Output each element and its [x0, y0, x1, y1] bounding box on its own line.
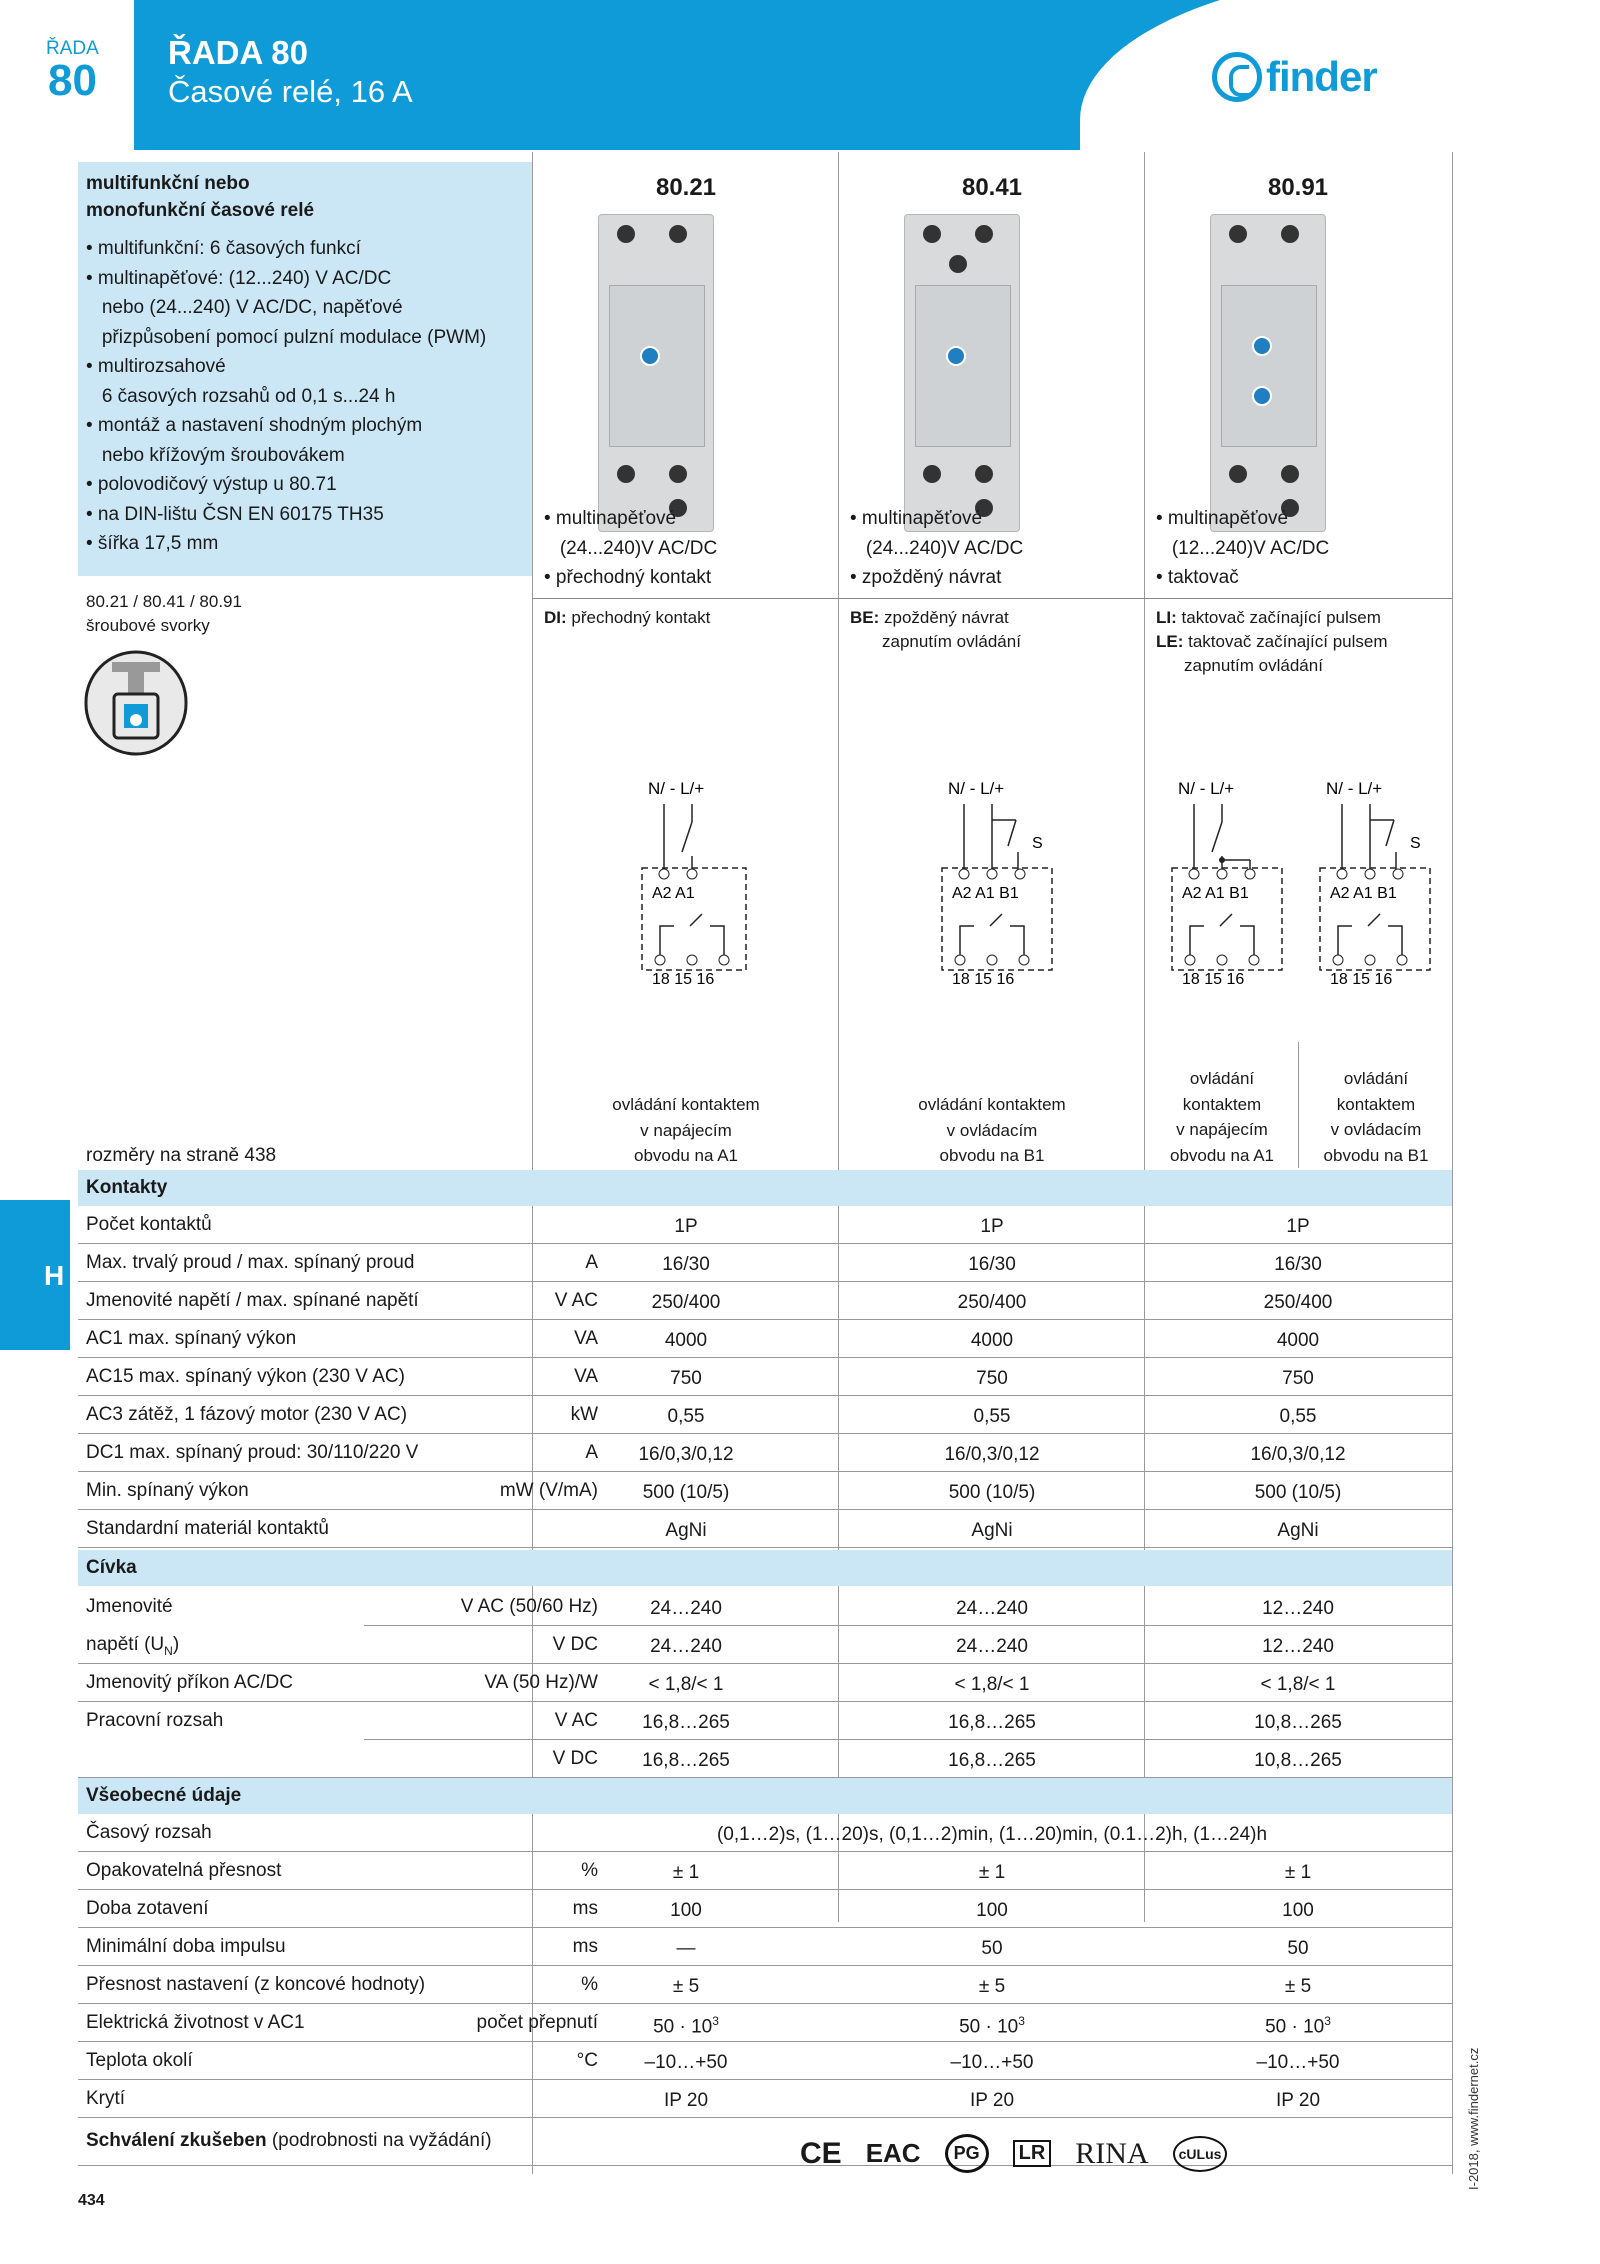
intro-line: 6 časových rozsahů od 0,1 s...24 h: [86, 385, 396, 407]
row-label: Počet kontaktů: [86, 1214, 212, 1235]
row-value: ± 1: [1284, 1862, 1312, 1883]
diagram-switch-label: S: [1032, 835, 1043, 852]
approvals-label: Schválení zkušeben: [86, 2130, 267, 2151]
row-unit: °C: [576, 2050, 598, 2071]
wiring-diagram-80-91-b: [1318, 776, 1448, 986]
control-line: obvodu na A1: [634, 1146, 738, 1165]
section-title: Všeobecné údaje: [86, 1785, 242, 1806]
row-value: 750: [1282, 1368, 1314, 1389]
pg-mark-icon: PG: [945, 2134, 989, 2173]
row-value: 16/0,3/0,12: [1250, 1444, 1346, 1465]
col-divider: [1298, 1042, 1299, 1168]
control-line: ovládání: [1343, 1069, 1409, 1088]
control-line: obvodu na B1: [939, 1146, 1045, 1165]
page-number: 434: [78, 2192, 105, 2209]
row-unit: ms: [572, 1936, 598, 1957]
row-value: 16/30: [1274, 1254, 1322, 1275]
row-unit: A: [585, 1252, 598, 1273]
row-unit: %: [581, 1860, 598, 1881]
feature-line: • zpožděný návrat: [850, 567, 1002, 588]
row-value: 16/30: [968, 1254, 1016, 1275]
control-line: kontaktem: [1336, 1094, 1416, 1114]
product-code-80-21: 80.21: [655, 174, 717, 201]
row-value: ± 5: [1284, 1976, 1312, 1997]
feature-line: • multinapěťové: [850, 508, 983, 529]
row-value: 24…240: [650, 1636, 722, 1657]
table-row: [78, 1206, 1452, 1244]
copyright-side-text: I-2018, www.findernet.cz: [1466, 2047, 1481, 2190]
row-unit: mW (V/mA): [499, 1480, 598, 1501]
table-row: [78, 1588, 1452, 1626]
table-row: [78, 1890, 1452, 1928]
ul-mark-icon: cULus: [1173, 2136, 1228, 2172]
control-80-41: [842, 1092, 1142, 1169]
finder-logo-icon: [1212, 52, 1262, 102]
section-coil: [78, 1550, 1452, 1586]
row-unit: %: [581, 1974, 598, 1995]
row-value: 250/400: [651, 1292, 721, 1313]
diagram-supply-label: N/ - L/+: [648, 779, 705, 798]
control-line: ovládání: [1189, 1069, 1255, 1088]
row-label: DC1 max. spínaný proud: 30/110/220 V: [86, 1442, 419, 1463]
terminal-models: 80.21 / 80.41 / 80.91: [86, 592, 242, 611]
table-row: [78, 1396, 1452, 1434]
table-row: [78, 1702, 1452, 1740]
col-divider: [1452, 152, 1453, 2174]
rina-mark-icon: RINA: [1075, 2136, 1149, 2170]
row-value: < 1,8/< 1: [954, 1674, 1030, 1695]
finder-logo-text: finder: [1266, 53, 1377, 100]
row-unit: V AC (50/60 Hz): [460, 1596, 598, 1617]
control-line: v ovládacím: [1330, 1120, 1422, 1139]
row-unit: ms: [572, 1898, 598, 1919]
features-80-41: [850, 504, 1023, 593]
feature-line: (24...240)V AC/DC: [544, 537, 718, 559]
function-code: DI:: [544, 608, 567, 627]
function-text: zpožděný návrat: [884, 608, 1009, 627]
feature-line: (24...240)V AC/DC: [850, 537, 1024, 559]
row-value: 100: [1282, 1900, 1314, 1921]
row-value: 16,8…265: [642, 1750, 730, 1771]
control-line: ovládání kontaktem: [918, 1095, 1066, 1114]
feature-line: • multinapěťové: [544, 508, 677, 529]
series-number: 80: [48, 56, 97, 105]
table-row: [78, 1928, 1452, 1966]
diagram-terminal-labels: A2 A1: [652, 885, 695, 902]
feature-line: • multinapěťové: [1156, 508, 1289, 529]
diagram-output-labels: 18 15 16: [1182, 971, 1245, 986]
row-value: AgNi: [1277, 1520, 1319, 1541]
diagram-terminal-labels: A2 A1 B1: [1330, 885, 1397, 902]
product-code-80-41: 80.41: [961, 174, 1023, 201]
row-label: Krytí: [86, 2088, 126, 2109]
approval-marks: [800, 2134, 1227, 2173]
lr-mark-icon: LR: [1013, 2140, 1052, 2167]
intro-line: • šířka 17,5 mm: [86, 533, 219, 554]
diagram-output-labels: 18 15 16: [1330, 971, 1393, 986]
row-value: ± 1: [978, 1862, 1006, 1883]
functions-80-21: [544, 606, 710, 630]
intro-line: • multifunkční: 6 časových funkcí: [86, 238, 361, 259]
section-general: [78, 1778, 1452, 1814]
functions-80-91: [1156, 606, 1388, 678]
row-value: –10…+50: [950, 2052, 1034, 2073]
row-unit: A: [585, 1442, 598, 1463]
relay-image-80-91: [1210, 214, 1326, 532]
row-value: 16,8…265: [948, 1750, 1036, 1771]
intro-line: • na DIN-lištu ČSN EN 60175 TH35: [86, 503, 384, 525]
diagram-supply-label: N/ - L/+: [948, 779, 1005, 798]
section-contacts: [78, 1170, 1452, 1206]
row-value: IP 20: [663, 2090, 709, 2111]
row-label: napětí $(U_N)$: [86, 1634, 180, 1658]
control-line: v napájecím: [640, 1120, 732, 1140]
row-label: AC1 max. spínaný výkon: [86, 1328, 297, 1349]
intro-heading-line-2: monofunkční časové relé: [86, 200, 315, 221]
row-value: < 1,8/< 1: [1260, 1674, 1336, 1695]
ce-mark-icon: CE: [800, 2136, 842, 2170]
row-value: 1P: [980, 1216, 1004, 1237]
table-row: [78, 1472, 1452, 1510]
row-value: 50: [981, 1938, 1003, 1959]
section-tab-letter: H: [44, 1260, 65, 1291]
row-value: 12…240: [1262, 1598, 1334, 1619]
row-value: 4000: [970, 1330, 1014, 1351]
row-label: Časový rozsah: [86, 1822, 212, 1843]
row-label: Teplota okolí: [86, 2050, 193, 2071]
row-value: —: [676, 1938, 696, 1959]
table-row-time-range: [78, 1814, 1452, 1852]
function-text: zapnutím ovládání: [882, 632, 1021, 651]
row-value: 750: [976, 1368, 1008, 1389]
control-80-91-b: [1300, 1066, 1452, 1168]
row-value: ± 1: [672, 1862, 700, 1883]
row-value: 0,55: [973, 1406, 1011, 1427]
intro-line: • multinapěťové: (12...240) V AC/DC: [86, 267, 392, 289]
functions-80-41: [850, 606, 1021, 654]
terminal-info: [86, 590, 242, 638]
series-label: ŘADA: [46, 38, 99, 59]
header-curve: [1080, 0, 1600, 270]
row-value: 24…240: [956, 1598, 1028, 1619]
row-label: Min. spínaný výkon: [86, 1480, 249, 1501]
row-unit: VA (50 Hz)/W: [484, 1672, 598, 1693]
row-label: AC15 max. spínaný výkon (230 V AC): [86, 1366, 405, 1387]
row-value: IP 20: [1275, 2090, 1321, 2111]
row-value: (0,1…2)s, (1…20)s, (0,1…2)min, (1…20)min, (0.1…2)h, (1…24)h: [716, 1824, 1268, 1845]
row-label: Standardní materiál kontaktů: [86, 1518, 329, 1539]
table-row: [78, 1740, 1452, 1778]
row-unit: V DC: [552, 1748, 598, 1769]
diagram-switch-label: S: [1410, 835, 1421, 852]
intro-line: • montáž a nastavení shodným plochým: [86, 415, 423, 436]
eac-mark-icon: EAC: [865, 2138, 921, 2168]
row-label: Opakovatelná přesnost: [86, 1860, 282, 1881]
intro-line: • polovodičový výstup u 80.71: [86, 474, 337, 495]
page-title: ŘADA 80: [168, 34, 308, 71]
row-value: –10…+50: [644, 2052, 728, 2073]
relay-image-80-21: [598, 214, 714, 532]
row-value: 16,8…265: [642, 1712, 730, 1733]
row-value: $50 \cdot 10^3$: [653, 2014, 719, 2038]
row-value: IP 20: [969, 2090, 1015, 2111]
wiring-diagram-80-41: [940, 776, 1070, 986]
table-row: [78, 1510, 1452, 1548]
section-tab: [0, 1200, 70, 1350]
intro-line: přizpůsobení pomocí pulzní modulace (PWM): [86, 326, 487, 348]
features-80-21: [544, 504, 717, 593]
table-row: [78, 2042, 1452, 2080]
row-value: 500 (10/5): [642, 1482, 730, 1503]
intro-heading: [86, 170, 314, 224]
row-value: 50: [1287, 1938, 1309, 1959]
row-value: 1P: [1286, 1216, 1310, 1237]
row-unit: V AC: [554, 1290, 598, 1311]
row-unit: VA: [574, 1366, 598, 1387]
row-value: 4000: [1276, 1330, 1320, 1351]
diagram-supply-label: N/ - L/+: [1326, 779, 1383, 798]
row-value: 10,8…265: [1254, 1750, 1342, 1771]
row-label: Jmenovité: [86, 1596, 173, 1617]
row-value: 500 (10/5): [1254, 1482, 1342, 1503]
row-unit: V DC: [552, 1634, 598, 1655]
row-unit: počet přepnutí: [476, 2012, 598, 2033]
approvals-label-rest: (podrobnosti na vyžádání): [266, 2130, 492, 2151]
table-row: [78, 2004, 1452, 2042]
table-row: [78, 1282, 1452, 1320]
section-title: Kontakty: [86, 1177, 168, 1198]
table-row: [78, 1852, 1452, 1890]
row-value: ± 5: [672, 1976, 700, 1997]
intro-feature-list: [86, 234, 486, 559]
table-row: [78, 1320, 1452, 1358]
control-line: obvodu na A1: [1170, 1145, 1274, 1165]
screw-terminal-icon: [84, 650, 188, 756]
row-label: Jmenovitý příkon AC/DC: [86, 1672, 293, 1693]
row-value: 0,55: [667, 1406, 705, 1427]
row-label: Jmenovité napětí / max. spínané napětí: [86, 1290, 419, 1311]
row-value: 16/0,3/0,12: [638, 1444, 734, 1465]
row-value: 16/0,3/0,12: [944, 1444, 1040, 1465]
row-value: AgNi: [665, 1520, 707, 1541]
row-value: ± 5: [978, 1976, 1006, 1997]
header-divider: [532, 598, 1452, 599]
row-label: Přesnost nastavení (z koncové hodnoty): [86, 1974, 426, 1995]
row-value: –10…+50: [1256, 2052, 1340, 2073]
row-value: 100: [976, 1900, 1008, 1921]
function-text: taktovač začínající pulsem: [1181, 608, 1381, 627]
table-row: [78, 1358, 1452, 1396]
row-value: 16/30: [662, 1254, 710, 1275]
row-value: 250/400: [1263, 1292, 1333, 1313]
row-value: 16,8…265: [948, 1712, 1036, 1733]
control-line: kontaktem: [1182, 1094, 1262, 1114]
function-code: LI:: [1156, 608, 1177, 627]
row-label: Minimální doba impulsu: [86, 1936, 286, 1957]
function-text: taktovač začínající pulsem: [1188, 632, 1388, 651]
diagram-output-labels: 18 15 16: [652, 971, 715, 986]
terminal-type: šroubové svorky: [86, 616, 210, 635]
table-row: [78, 1626, 1452, 1664]
row-value: 24…240: [650, 1598, 722, 1619]
row-value: 750: [670, 1368, 702, 1389]
row-label: Doba zotavení: [86, 1898, 209, 1919]
row-value: 4000: [664, 1330, 708, 1351]
diagram-output-labels: 18 15 16: [952, 971, 1015, 986]
row-label: Pracovní rozsah: [86, 1710, 224, 1731]
intro-line: • multirozsahové: [86, 356, 226, 377]
function-code: LE:: [1156, 632, 1184, 651]
section-title: Cívka: [86, 1557, 137, 1578]
feature-line: (12...240)V AC/DC: [1156, 537, 1330, 559]
intro-line: nebo křížovým šroubovákem: [86, 444, 345, 466]
feature-line: • přechodný kontakt: [544, 567, 712, 588]
diagram-terminal-labels: A2 A1 B1: [1182, 885, 1249, 902]
product-code-80-91: 80.91: [1267, 174, 1329, 201]
features-80-91: [1156, 504, 1329, 593]
control-line: obvodu na B1: [1323, 1145, 1429, 1165]
row-unit: VA: [574, 1328, 598, 1349]
control-line: ovládání kontaktem: [612, 1095, 760, 1114]
row-value: 10,8…265: [1254, 1712, 1342, 1733]
row-label: Elektrická životnost v AC1: [86, 2012, 305, 2033]
row-value: $50 \cdot 10^3$: [959, 2014, 1025, 2038]
function-code: BE:: [850, 608, 880, 627]
table-row-approvals: [78, 2118, 1452, 2166]
row-value: 0,55: [1279, 1406, 1317, 1427]
row-unit: V AC: [554, 1710, 598, 1731]
row-label: AC3 zátěž, 1 fázový motor (230 V AC): [86, 1404, 408, 1425]
control-80-21: [536, 1092, 836, 1169]
row-value: 250/400: [957, 1292, 1027, 1313]
row-value: 24…240: [956, 1636, 1028, 1657]
intro-heading-line-1: multifunkční nebo: [86, 173, 250, 194]
page-subtitle: Časové relé, 16 A: [168, 74, 413, 109]
dimensions-note: rozměry na straně 438: [86, 1145, 277, 1166]
row-value: AgNi: [971, 1520, 1013, 1541]
row-value: 100: [670, 1900, 702, 1921]
table-row: [78, 1244, 1452, 1282]
row-value: < 1,8/< 1: [648, 1674, 724, 1695]
row-unit: kW: [570, 1404, 598, 1425]
finder-logo: [1212, 52, 1377, 102]
table-row: [78, 2080, 1452, 2118]
feature-line: • taktovač: [1156, 567, 1239, 588]
control-80-91-a: [1146, 1066, 1298, 1168]
control-line: v napájecím: [1176, 1120, 1268, 1139]
wiring-diagram-80-21: [640, 776, 760, 986]
function-text: přechodný kontakt: [571, 608, 711, 627]
wiring-diagram-80-91-a: [1170, 776, 1300, 986]
diagram-supply-label: N/ - L/+: [1178, 779, 1235, 798]
relay-image-80-41: [904, 214, 1020, 532]
row-value: 1P: [674, 1216, 698, 1237]
table-row: [78, 1434, 1452, 1472]
function-text: zapnutím ovládání: [1184, 656, 1323, 675]
intro-line: nebo (24...240) V AC/DC, napěťové: [86, 297, 403, 318]
table-row: [78, 1664, 1452, 1702]
row-value: 500 (10/5): [948, 1482, 1036, 1503]
table-row: [78, 1966, 1452, 2004]
row-value: $50 \cdot 10^3$: [1265, 2014, 1331, 2038]
control-line: v ovládacím: [946, 1120, 1038, 1140]
diagram-terminal-labels: A2 A1 B1: [952, 885, 1019, 902]
row-value: 12…240: [1262, 1636, 1334, 1657]
row-label: Max. trvalý proud / max. spínaný proud: [86, 1252, 415, 1273]
